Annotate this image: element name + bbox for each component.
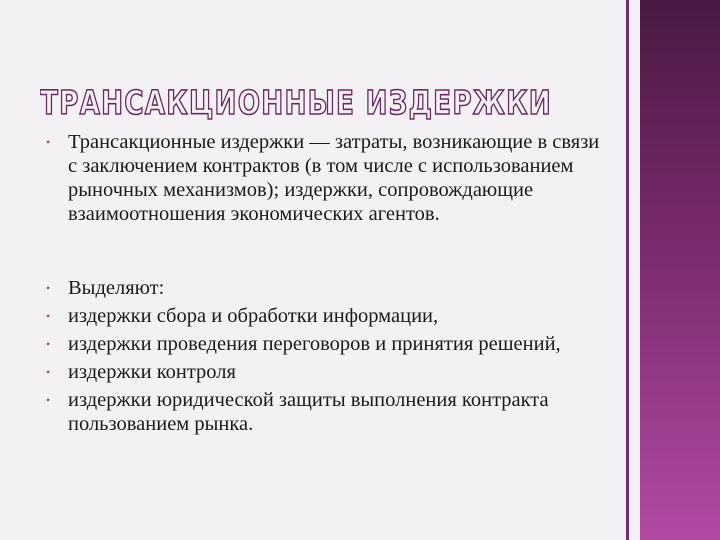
list-item-text: издержки сбора и обработки информации, <box>68 305 439 327</box>
sidebar-gradient-band <box>640 0 720 540</box>
list-item <box>44 276 604 300</box>
list-item <box>44 360 604 384</box>
bullet-icon: • <box>46 337 51 351</box>
slide-title-svg <box>40 74 620 124</box>
list-item-text: Выделяют: <box>68 277 165 299</box>
slide-body <box>44 130 604 440</box>
bullet-icon: • <box>46 393 51 407</box>
slide-title <box>40 74 620 124</box>
list-item-text: издержки контроля <box>68 361 236 383</box>
list-item <box>44 304 604 328</box>
bullet-icon: • <box>46 309 51 323</box>
list-item-text: издержки проведения переговоров и принятия решений, <box>68 333 561 355</box>
bullet-icon: • <box>46 365 51 379</box>
intro-paragraph <box>44 130 604 226</box>
bullet-icon: • <box>46 281 51 295</box>
intro-text: Трансакционные издержки — затраты, возникающие в связи с заключением контрактов (в том числе с использованием рыночных механизмов); издержки, сопровождающие взаимоотношения экономических агентов. <box>68 131 600 225</box>
bullet-icon: • <box>46 135 51 149</box>
sidebar-accent-line <box>626 0 629 540</box>
list-item <box>44 332 604 356</box>
list-item-text: издержки юридической защиты выполнения контракта пользованием рынка. <box>68 389 549 435</box>
slide-title-text: ТРАНСАКЦИОННЫЕ ИЗДЕРЖКИ <box>40 83 552 122</box>
list-item <box>44 388 604 436</box>
spacer <box>44 226 604 276</box>
